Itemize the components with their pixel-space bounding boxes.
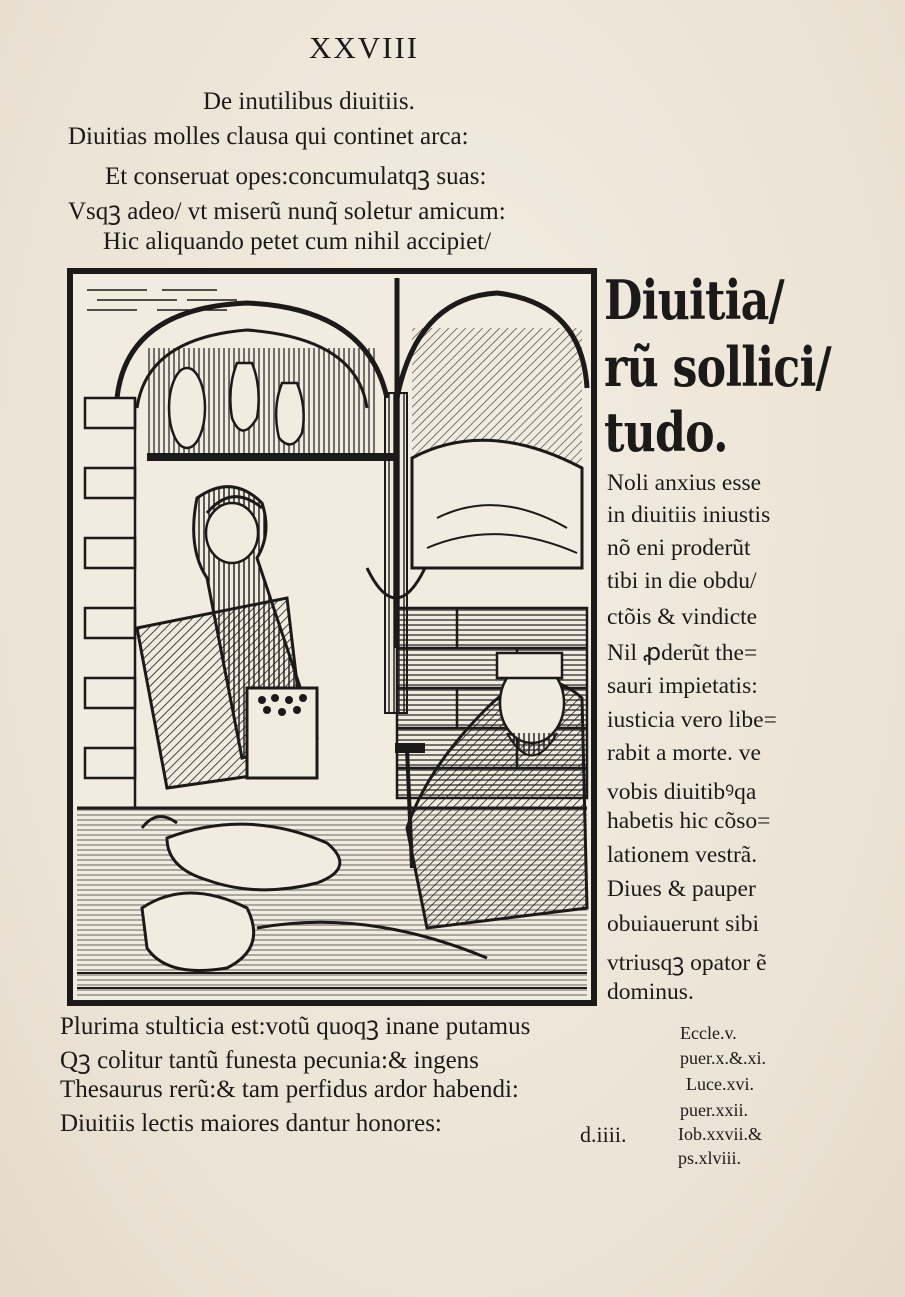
verse-title: De inutilibus diuitiis. — [203, 88, 415, 115]
marginal-note: Iob.xxvii.& — [678, 1124, 762, 1144]
column-line: obuiauerunt sibi — [607, 911, 760, 937]
bottom-verse-line: Diuitiis lectis maiores dantur honores: — [60, 1110, 442, 1137]
heading-line: Diuitia/ — [604, 268, 784, 332]
marginal-note: Luce.xvi. — [686, 1074, 754, 1094]
column-line: Nil ꝓderũt the= — [607, 640, 758, 666]
verse-line: Et conseruat opes:concumulatqꝫ suas: — [105, 163, 487, 190]
verse-line: Hic aliquando petet cum nihil accipiet/ — [103, 228, 492, 255]
column-line: habetis hic cõso= — [607, 808, 771, 834]
verse-line: Diuitias molles clausa qui continet arca: — [68, 123, 469, 150]
column-line: sauri impietatis: — [607, 673, 758, 699]
heading-line: rũ sollici/ — [604, 335, 831, 399]
verse-line: Vsqꝫ adeo/ vt miserũ nunq̃ soletur amicum: — [68, 198, 506, 225]
column-line: rabit a morte. ve — [607, 740, 761, 766]
column-line: Diues & pauper — [607, 876, 756, 902]
column-line: iusticia vero libe= — [607, 707, 777, 733]
column-line: vobis diuitibꝰqa — [607, 779, 757, 805]
marginal-note: puer.x.&.xi. — [680, 1048, 766, 1068]
marginal-note: ps.xlviii. — [678, 1148, 742, 1168]
heading-line: tudo. — [604, 400, 728, 464]
bottom-verse-line: Plurima stulticia est:votũ quoqꝫ inane putamus — [60, 1013, 531, 1040]
woodcut-illustration — [67, 268, 597, 1006]
column-line: tibi in die obdu/ — [607, 568, 757, 594]
marginal-note: Eccle.v. — [680, 1023, 737, 1043]
column-line: nõ eni proderũt — [607, 535, 751, 561]
marginal-note: puer.xxii. — [680, 1100, 748, 1120]
signature-mark: d.iiii. — [580, 1122, 627, 1147]
column-line: ctõis & vindicte — [607, 604, 758, 630]
column-line: vtriusqꝫ opator ẽ — [607, 950, 767, 976]
bottom-verse-line: Qꝫ colitur tantũ funesta pecunia:& ingens — [60, 1047, 479, 1074]
column-line: lationem vestrã. — [607, 842, 758, 868]
column-line: in diuitiis iniustis — [607, 502, 771, 528]
column-line: dominus. — [607, 979, 694, 1005]
column-line: Noli anxius esse — [607, 470, 762, 496]
bottom-verse-line: Thesaurus rerũ:& tam perfidus ardor habendi: — [60, 1076, 519, 1103]
folio-number: XXVIII — [309, 30, 420, 65]
